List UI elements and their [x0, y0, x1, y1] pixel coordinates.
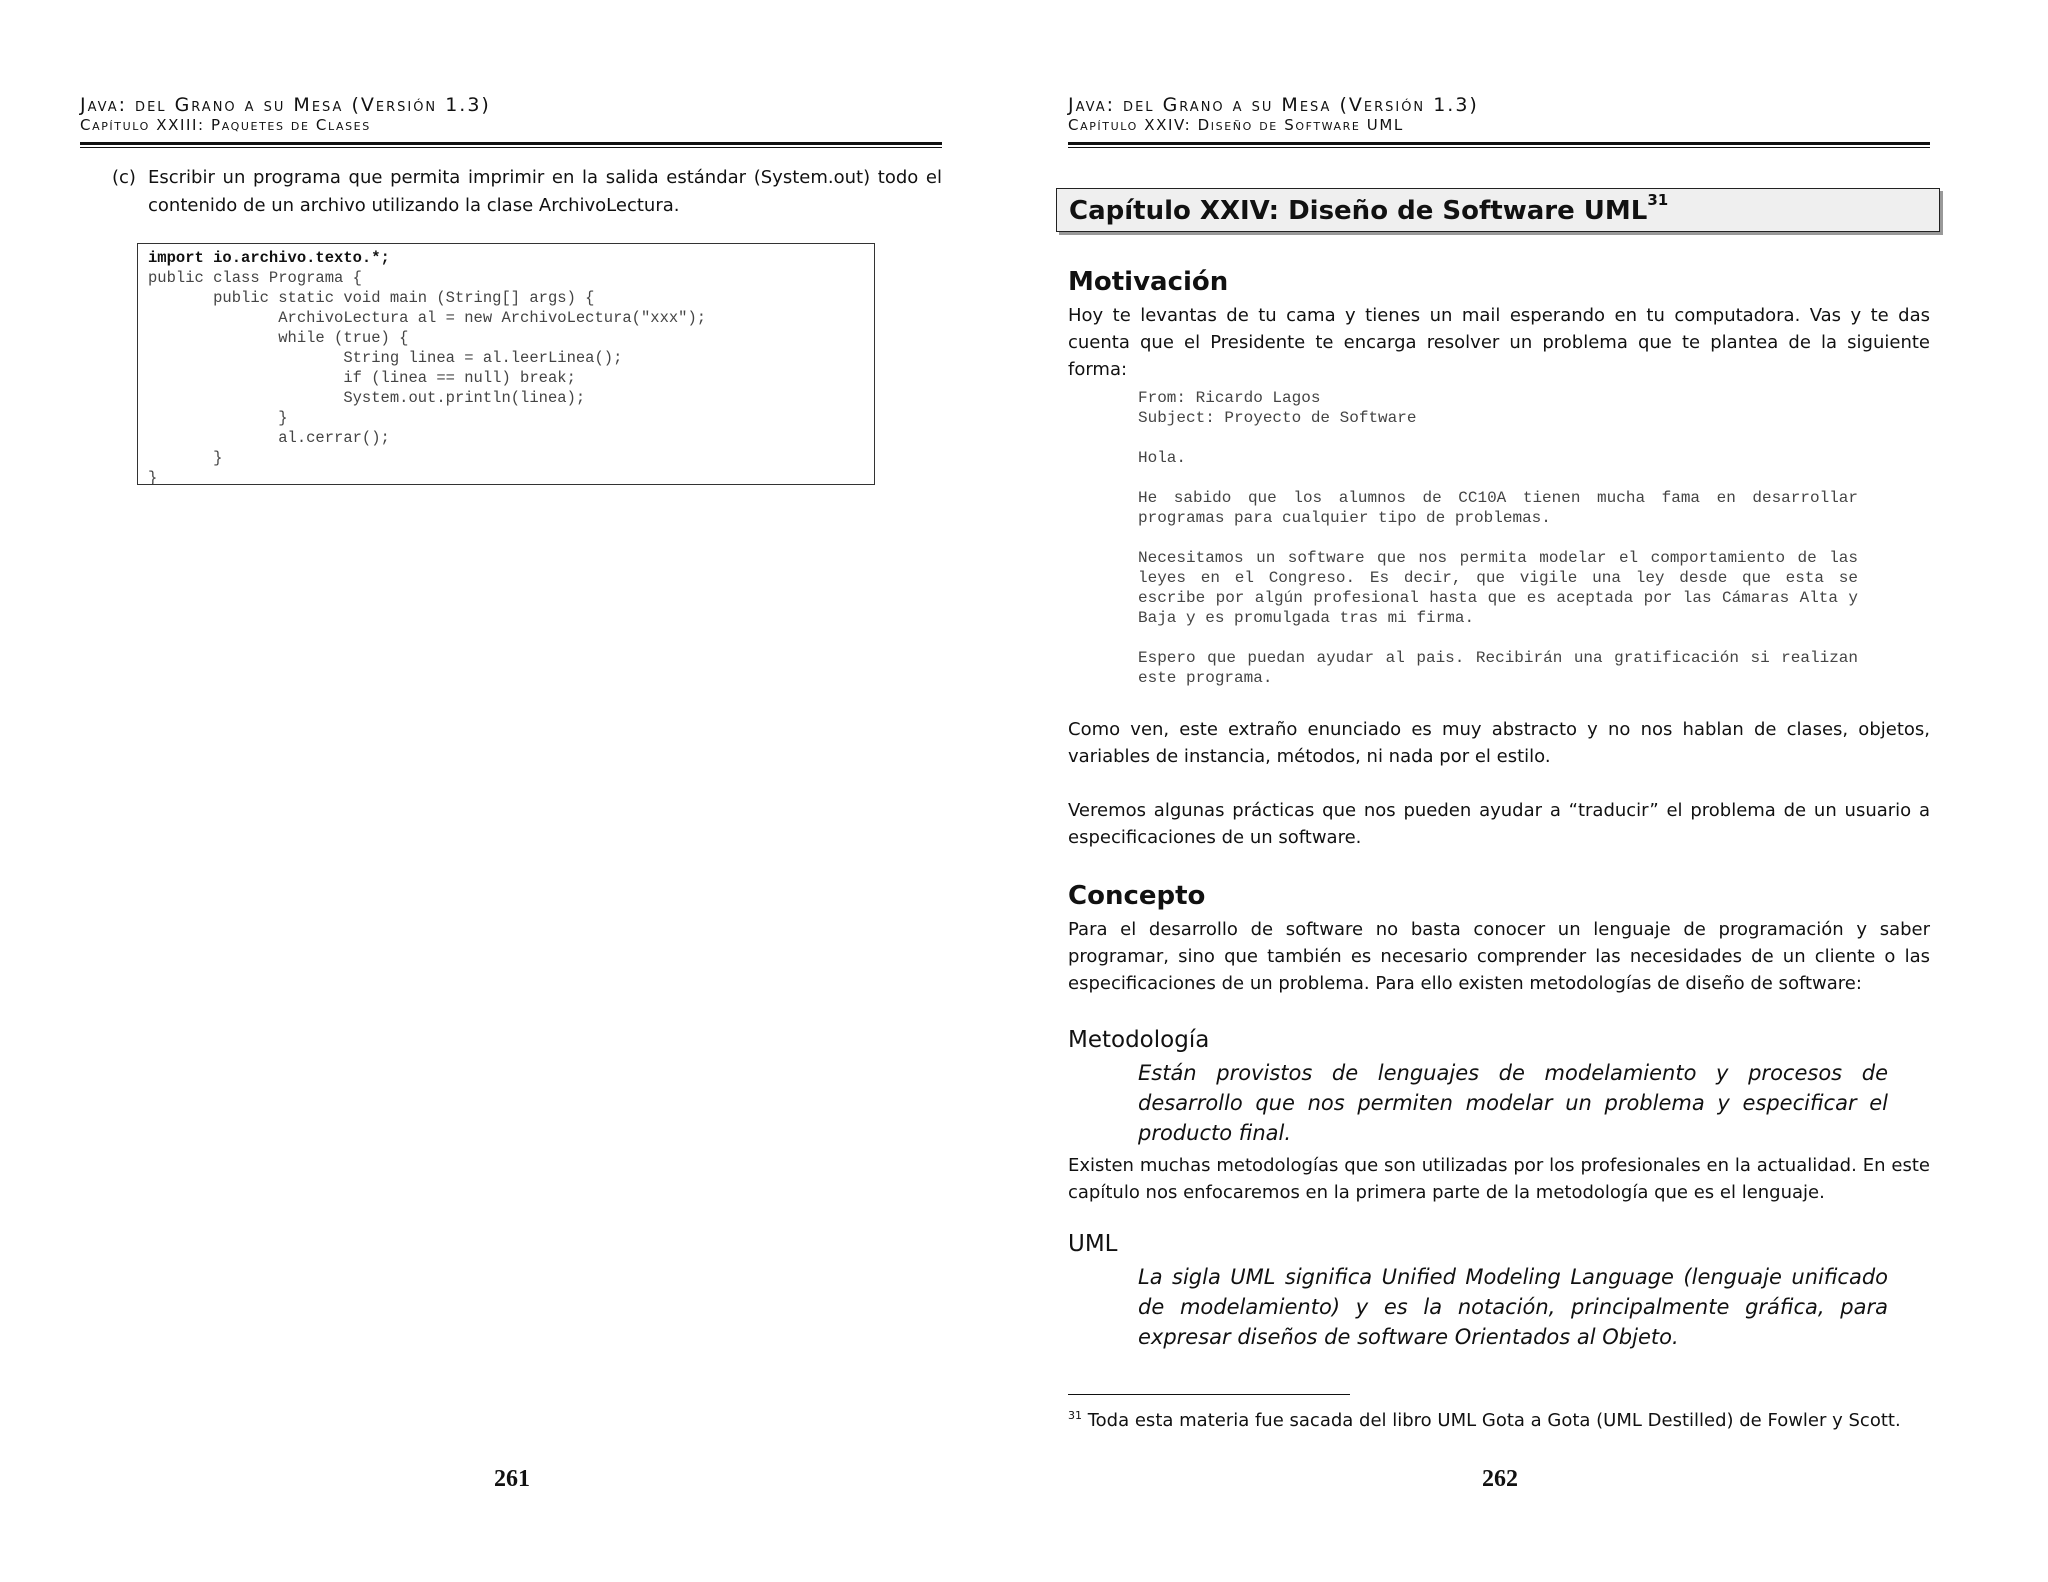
code-line: al.cerrar();: [148, 429, 390, 447]
chapter-subtitle: Capítulo XXIV: Diseño de Software UML: [1068, 116, 1404, 134]
book-title: Java: del Grano a su Mesa (Versión 1.3): [1068, 94, 1479, 116]
code-line: public class Programa {: [148, 269, 362, 287]
exercise-marker: (c): [112, 167, 136, 188]
motivacion-paragraph: Como ven, este extraño enunciado es muy abstracto y no nos hablan de clases, objetos, variables de instancia, métodos, ni nada por el estilo.: [1068, 719, 1930, 767]
code-line: System.out.println(linea);: [148, 389, 586, 407]
code-listing: [137, 243, 875, 485]
code-line: public static void main (String[] args) {: [148, 289, 595, 307]
concepto-paragraph: Para el desarrollo de software no basta conocer un lenguaje de programación y saber programar, sino que también es necesario comprender las necesidades de un cliente o las especificaciones de un problema. Para ello existen metodologías de diseño de software:: [1068, 919, 1930, 994]
right-page: [1024, 0, 2048, 1582]
email-greeting: Hola.: [1138, 449, 1187, 467]
footnote-reference[interactable]: 31: [1647, 191, 1669, 209]
page-number-left: 261: [494, 1466, 530, 1492]
code-line: }: [148, 409, 288, 427]
motivacion-body: [1068, 716, 1930, 851]
metodologia-definition: Están provistos de lenguajes de modelamiento y procesos de desarrollo que nos permiten modelar un problema y especificar el producto final.: [1138, 1061, 1888, 1145]
subsection-metodologia: [1068, 1024, 1930, 1056]
section-concepto: [1068, 878, 1930, 997]
email-paragraph: Espero que puedan ayudar al pais. Recibirán una gratificación si realizan este programa.: [1138, 649, 1858, 687]
page-number-right: 262: [1482, 1466, 1518, 1492]
email-quote: [1138, 388, 1858, 708]
chapter-title: Capítulo XXIV: Diseño de Software UML: [1069, 196, 1648, 226]
subsection-uml: [1068, 1228, 1930, 1260]
running-header-right: [1068, 94, 1930, 148]
header-rule: [80, 142, 942, 148]
email-paragraph: He sabido que los alumnos de CC10A tienen mucha fama en desarrollar programas para cualquier tipo de problemas.: [1138, 489, 1858, 527]
header-rule: [1068, 142, 1930, 148]
chapter-subtitle: Capítulo XXIII: Paquetes de Clases: [80, 116, 371, 134]
heading-metodologia: Metodología: [1068, 1027, 1210, 1053]
footnote: [1068, 1408, 1948, 1434]
code-line: }: [148, 469, 158, 485]
section-motivacion: [1068, 264, 1930, 383]
footnote-rule: [1068, 1394, 1350, 1395]
exercise-item: [112, 164, 942, 220]
email-paragraph: Necesitamos un software que nos permita modelar el comportamiento de las leyes en el Congreso. Es decir, que vigile una ley desde que esta se escribe por algún profesional hasta que es aceptada por las Cámaras Alta y Baja y es promulgada tras mi firma.: [1138, 549, 1858, 627]
footnote-text: Toda esta materia fue sacada del libro UML Gota a Gota (UML Destilled) de Fowler y Scott.: [1087, 1410, 1901, 1431]
code-line: ArchivoLectura al = new ArchivoLectura("xxx");: [148, 309, 707, 327]
heading-concepto: Concepto: [1068, 881, 1206, 911]
uml-definition: La sigla UML significa Unified Modeling Language (lenguaje unificado de modelamiento) y es la notación, principalmente gráfica, para expresar diseños de software Orientados al Objeto.: [1138, 1265, 1888, 1349]
heading-motivacion: Motivación: [1068, 267, 1229, 297]
metodologia-body: [1068, 1152, 1930, 1206]
heading-uml: UML: [1068, 1231, 1118, 1257]
email-header: From: Ricardo Lagos Subject: Proyecto de Software: [1138, 389, 1417, 427]
code-line: String linea = al.leerLinea();: [148, 349, 623, 367]
footnote-number: 31: [1068, 1409, 1082, 1422]
code-line: if (linea == null) break;: [148, 369, 576, 387]
motivacion-intro: Hoy te levantas de tu cama y tienes un mail esperando en tu computadora. Vas y te das cuenta que el Presidente te encarga resolver un problema que te plantea de la siguiente forma:: [1068, 305, 1930, 380]
book-title: Java: del Grano a su Mesa (Versión 1.3): [80, 94, 491, 116]
exercise-text: Escribir un programa que permita imprimir en la salida estándar (System.out) todo el contenido de un archivo utilizando la clase ArchivoLectura.: [148, 167, 942, 216]
running-header-left: [80, 94, 942, 148]
metodologia-paragraph: Existen muchas metodologías que son utilizadas por los profesionales en la actualidad. En este capítulo nos enfocaremos en la primera parte de la metodología que es el lenguaje.: [1068, 1155, 1930, 1203]
code-line: while (true) {: [148, 329, 409, 347]
code-line: }: [148, 449, 223, 467]
chapter-title-box: [1056, 188, 1940, 232]
code-import-line: import io.archivo.texto.*;: [148, 249, 390, 267]
motivacion-paragraph: Veremos algunas prácticas que nos pueden ayudar a “traducir” el problema de un usuario a especificaciones de un software.: [1068, 800, 1930, 848]
